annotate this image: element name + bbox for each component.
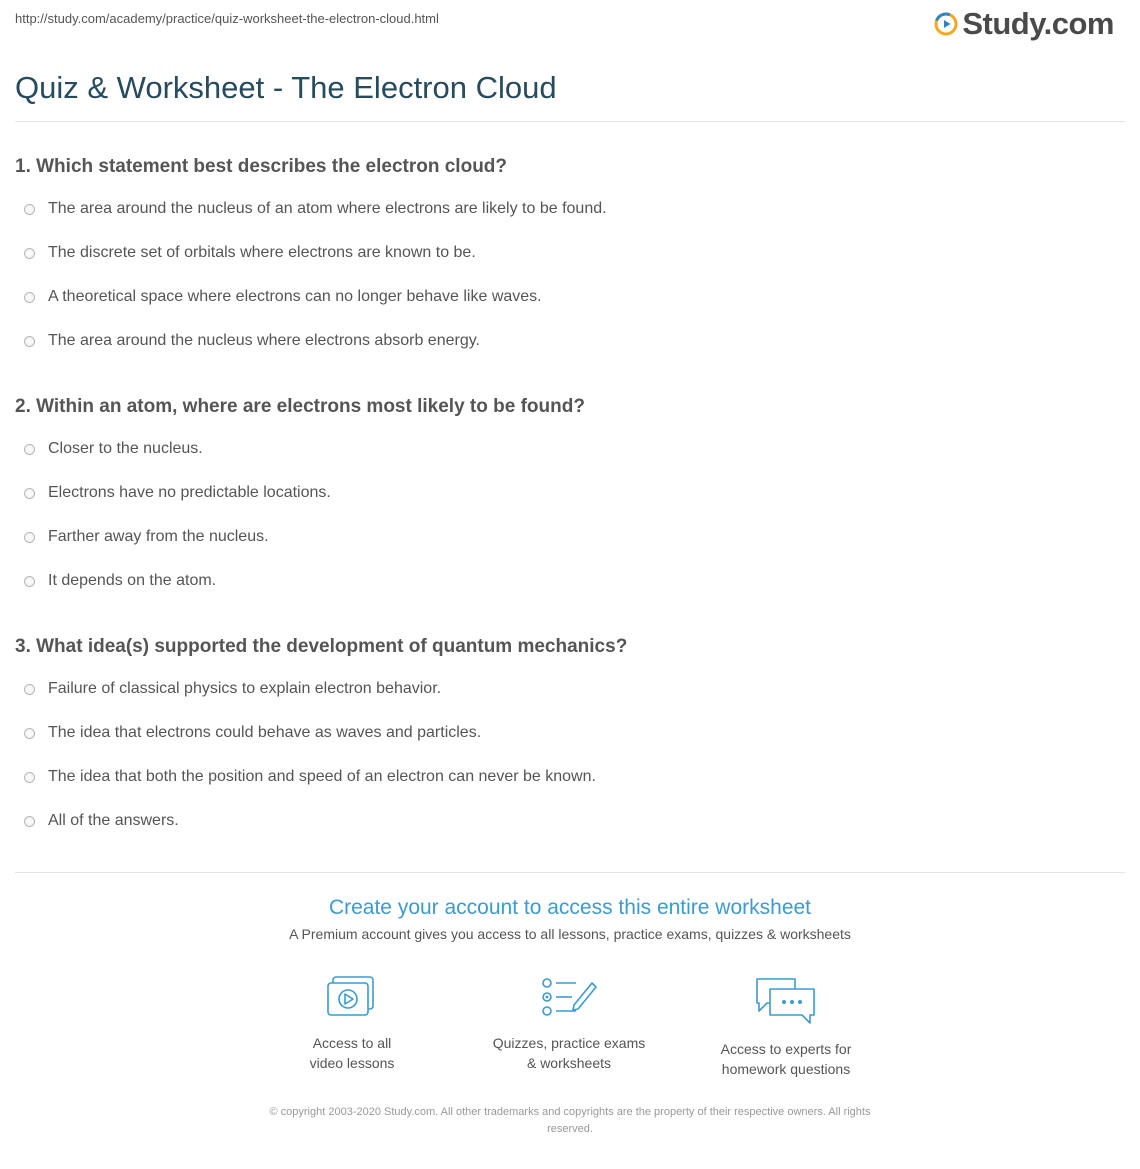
answer-text: The area around the nucleus of an atom where electrons are likely to be found. [48, 200, 607, 217]
answer-option[interactable] [24, 288, 542, 306]
answer-text: A theoretical space where electrons can no longer behave like waves. [48, 288, 542, 305]
answer-option[interactable] [24, 244, 476, 262]
answer-text: The idea that electrons could behave as waves and particles. [48, 724, 482, 741]
chat-bubbles-icon [754, 975, 818, 1027]
cta-subtitle: A Premium account gives you access to all lessons, practice exams, quizzes & worksheets [289, 926, 851, 942]
answer-option[interactable] [24, 812, 179, 830]
answer-option[interactable] [24, 768, 596, 786]
answer-text: The area around the nucleus where electrons absorb energy. [48, 332, 480, 349]
answer-text: The discrete set of orbitals where electrons are known to be. [48, 244, 476, 261]
answer-option[interactable] [24, 680, 441, 698]
study-logo[interactable] [934, 6, 1114, 42]
copyright-line1: © copyright 2003-2020 Study.com. All other trademarks and copyrights are the property of their respective owners. All rights [269, 1106, 871, 1118]
answer-option[interactable] [24, 440, 203, 458]
title-divider [15, 121, 1125, 122]
radio-button[interactable] [24, 488, 35, 499]
feature-label-line2: video lessons [309, 1055, 395, 1071]
answer-text: All of the answers. [48, 812, 179, 829]
answer-option[interactable] [24, 528, 269, 546]
feature-experts [706, 975, 866, 1079]
feature-quizzes [489, 975, 649, 1073]
radio-button[interactable] [24, 204, 35, 215]
create-account-link[interactable]: Create your account to access this entire worksheet [328, 896, 812, 919]
copyright-text [210, 1104, 930, 1138]
answer-text: Electrons have no predictable locations. [48, 484, 331, 501]
answer-text: Farther away from the nucleus. [48, 528, 269, 545]
logo-text: Study.com [962, 6, 1114, 41]
radio-button[interactable] [24, 248, 35, 259]
radio-button[interactable] [24, 728, 35, 739]
answer-text: It depends on the atom. [48, 572, 217, 589]
feature-video-lessons [272, 975, 432, 1073]
answer-option[interactable] [24, 724, 481, 742]
answer-text: Failure of classical physics to explain electron behavior. [48, 680, 442, 697]
answer-option[interactable] [24, 200, 607, 218]
answer-text: The idea that both the position and speed of an electron can never be known. [48, 768, 596, 785]
answer-option[interactable] [24, 572, 216, 590]
video-lessons-icon [325, 975, 379, 1021]
copyright-line2: reserved. [547, 1123, 593, 1135]
feature-label-line2: & worksheets [526, 1055, 612, 1071]
question-2: 2. Within an atom, where are electrons most likely to be found? [15, 396, 585, 417]
answer-option[interactable] [24, 332, 480, 350]
feature-label-line1: Access to all [312, 1035, 392, 1051]
radio-button[interactable] [24, 684, 35, 695]
radio-button[interactable] [24, 444, 35, 455]
radio-button[interactable] [24, 772, 35, 783]
page-title: Quiz & Worksheet - The Electron Cloud [15, 70, 557, 105]
play-circle-icon [934, 12, 958, 36]
feature-label-line1: Access to experts for [720, 1041, 852, 1057]
feature-label-line2: homework questions [721, 1061, 851, 1077]
answer-option[interactable] [24, 484, 331, 502]
question-1: 1. Which statement best describes the electron cloud? [15, 156, 508, 177]
quiz-checklist-icon [540, 975, 598, 1021]
cta-divider [15, 872, 1125, 873]
radio-button[interactable] [24, 532, 35, 543]
answer-text: Closer to the nucleus. [48, 440, 203, 457]
radio-button[interactable] [24, 576, 35, 587]
feature-label-line1: Quizzes, practice exams [492, 1035, 646, 1051]
page-url: http://study.com/academy/practice/quiz-worksheet-the-electron-cloud.html [15, 11, 439, 26]
radio-button[interactable] [24, 292, 35, 303]
radio-button[interactable] [24, 336, 35, 347]
radio-button[interactable] [24, 816, 35, 827]
question-3: 3. What idea(s) supported the development of quantum mechanics? [15, 636, 628, 657]
